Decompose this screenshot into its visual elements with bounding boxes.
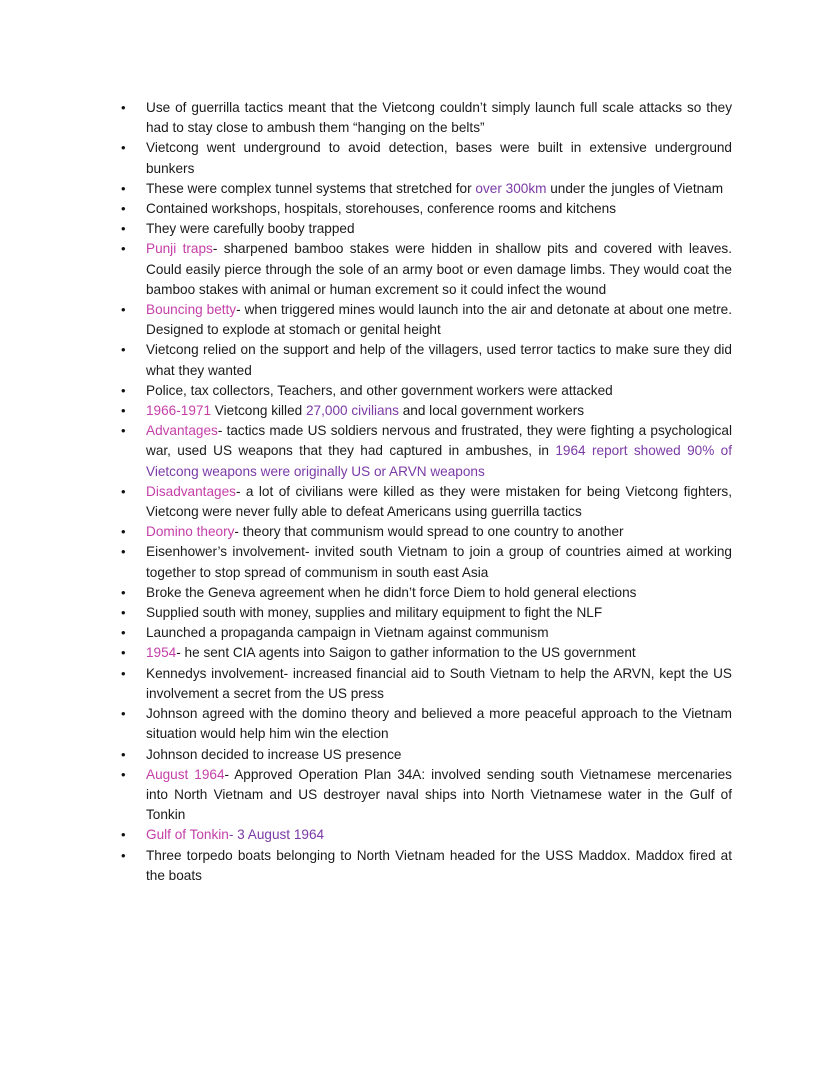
list-item <box>118 825 732 845</box>
item-text: - he sent CIA agents into Saigon to gather information to the US government <box>176 645 636 661</box>
list-item <box>118 239 732 300</box>
item-text: Three torpedo boats belonging to North Vietnam headed for the USS Maddox. Maddox fired at the boats <box>146 847 732 883</box>
bullet-icon: • <box>121 221 126 237</box>
bullet-icon: • <box>121 403 126 419</box>
list-item <box>118 219 732 239</box>
item-text: These were complex tunnel systems that stretched for <box>146 180 476 196</box>
highlighted-term: 1964 report showed 90% of Vietcong weapons were originally US or ARVN weapons <box>146 443 732 479</box>
list-item <box>118 340 732 380</box>
bullet-icon: • <box>121 827 126 843</box>
highlighted-term: 1954 <box>146 645 177 661</box>
highlighted-term: August 1964 <box>146 766 225 782</box>
bullet-icon: • <box>121 544 126 560</box>
item-text: - tactics made US soldiers nervous and frustrated, they were fighting a psychological war, used US weapons that they had captured in ambushes, in <box>146 423 732 459</box>
bullet-icon: • <box>121 180 126 196</box>
item-text: - when triggered mines would launch into the air and detonate at about one metre. Designed to explode at stomach or genital height <box>146 302 732 338</box>
bullet-icon: • <box>121 483 126 499</box>
bullet-icon: • <box>121 100 126 115</box>
list-item <box>118 482 732 522</box>
bullet-list <box>118 98 732 886</box>
list-item <box>118 623 732 643</box>
highlighted-term: 27,000 civilians <box>305 403 399 419</box>
list-item <box>118 603 732 623</box>
list-item <box>118 643 732 663</box>
list-item <box>118 421 732 482</box>
bullet-icon: • <box>121 746 126 762</box>
bullet-icon: • <box>121 665 126 681</box>
bullet-icon: • <box>121 766 126 782</box>
item-text: Eisenhower’s involvement- invited south Vietnam to join a group of countries aimed at working together to stop spread of communism in south east Asia <box>146 544 732 580</box>
bullet-icon: • <box>121 241 126 257</box>
item-text: Vietcong went underground to avoid detection, bases were built in extensive underground bunkers <box>146 140 732 176</box>
item-text: - a lot of civilians were killed as they were mistaken for being Vietcong fighters, Vietcong were never fully able to defeat Americans using guerrilla tactics <box>146 483 732 520</box>
item-text: Supplied south with money, supplies and military equipment to fight the NLF <box>146 605 603 621</box>
item-text: They were carefully booby trapped <box>146 221 355 237</box>
highlighted-term: Advantages <box>146 423 218 439</box>
list-item <box>118 199 732 219</box>
list-item <box>118 664 732 704</box>
item-text: Kennedys involvement- increased financial aid to South Vietnam to help the ARVN, kept the US involvement a secret from the US press <box>146 665 732 701</box>
highlighted-term: Punji traps <box>146 241 213 257</box>
bullet-icon: • <box>121 201 126 217</box>
list-item <box>118 846 732 886</box>
bullet-icon: • <box>121 625 126 641</box>
list-item <box>118 542 732 582</box>
list-item <box>118 381 732 401</box>
item-text: - theory that communism would spread to one country to another <box>234 524 624 540</box>
bullet-icon: • <box>121 342 126 358</box>
item-text: Johnson decided to increase US presence <box>146 746 402 762</box>
list-item <box>118 401 732 421</box>
highlighted-term: over 300km <box>475 180 547 196</box>
item-text: - sharpened bamboo stakes were hidden in shallow pits and covered with leaves. Could easily pierce through the sole of an army boot or even damage limbs. They would coat the bamboo stakes with animal or human excrement so it could infect the wound <box>146 241 732 297</box>
list-item <box>118 704 732 744</box>
list-item <box>118 583 732 603</box>
bullet-icon: • <box>121 140 126 156</box>
bullet-icon: • <box>121 605 126 621</box>
list-item <box>118 522 732 542</box>
item-text: Broke the Geneva agreement when he didn’t force Diem to hold general elections <box>146 584 637 600</box>
bullet-icon: • <box>121 847 126 863</box>
highlighted-term: Bouncing betty <box>146 302 237 318</box>
item-text: - Approved Operation Plan 34A: involved sending south Vietnamese mercenaries into North Vietnam and US destroyer naval ships into North Vietnamese water in the Gulf of Tonkin <box>146 766 732 823</box>
list-item <box>118 179 732 199</box>
item-text: Launched a propaganda campaign in Vietnam against communism <box>146 625 549 641</box>
item-text: Vietcong killed <box>211 403 306 419</box>
item-text: under the jungles of Vietnam <box>546 180 724 196</box>
highlighted-term: 1966-1971 <box>146 403 212 419</box>
highlighted-term: - 3 August 1964 <box>228 827 325 843</box>
list-item <box>118 138 732 178</box>
item-text: Johnson agreed with the domino theory and believed a more peaceful approach to the Vietnam situation would help him win the election <box>146 706 732 742</box>
list-item <box>118 98 732 138</box>
bullet-icon: • <box>121 382 126 398</box>
item-text: and local government workers <box>398 403 585 419</box>
item-text: Police, tax collectors, Teachers, and other government workers were attacked <box>146 382 613 398</box>
bullet-icon: • <box>121 302 126 318</box>
bullet-icon: • <box>121 645 126 661</box>
bullet-icon: • <box>121 524 126 540</box>
item-text: Use of guerrilla tactics meant that the Vietcong couldn’t simply launch full scale attacks so they had to stay close to ambush them “hanging on the belts” <box>146 100 732 136</box>
item-text: Vietcong relied on the support and help of the villagers, used terror tactics to make sure they did what they wanted <box>146 342 732 378</box>
bullet-icon: • <box>121 706 126 722</box>
highlighted-term: Domino theory <box>146 524 235 540</box>
highlighted-term: Disadvantages <box>146 483 236 499</box>
list-item <box>118 765 732 826</box>
bullet-icon: • <box>121 423 126 439</box>
highlighted-term: Gulf of Tonkin <box>146 827 229 843</box>
list-item <box>118 745 732 765</box>
item-text: Contained workshops, hospitals, storehouses, conference rooms and kitchens <box>146 201 616 217</box>
bullet-icon: • <box>121 584 126 600</box>
list-item <box>118 300 732 340</box>
